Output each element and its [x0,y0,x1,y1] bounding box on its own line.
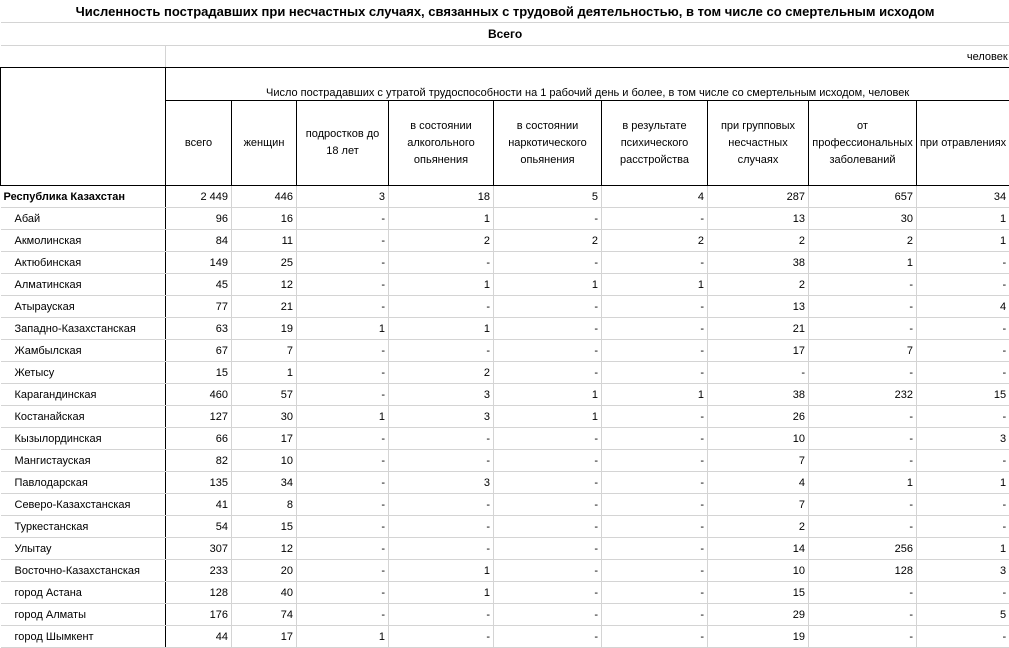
column-header: от профессиональных заболеваний [809,101,917,186]
value-cell: - [494,208,602,230]
table-title: Численность пострадавших при несчастных случаях, связанных с трудовой деятельностью, в том числе со смертельным исходом [1,0,1009,23]
table-row [1,428,1009,450]
value-cell: - [809,428,917,450]
column-header: женщин [232,101,297,186]
region-name: Атырауская [1,296,166,318]
value-cell: 2 [708,274,809,296]
value-cell: 7 [708,494,809,516]
value-cell: - [297,450,389,472]
value-cell: 7 [708,450,809,472]
value-cell: - [389,626,494,648]
value-cell: 10 [708,428,809,450]
region-name: Улытау [1,538,166,560]
value-cell: - [602,494,708,516]
value-cell: - [297,560,389,582]
value-cell: 128 [166,582,232,604]
value-cell: 3 [389,472,494,494]
value-cell: - [494,538,602,560]
value-cell: - [494,450,602,472]
value-cell: - [809,406,917,428]
table-row [1,472,1009,494]
region-name: Кызылординская [1,428,166,450]
value-cell: 15 [232,516,297,538]
value-cell: 1 [389,274,494,296]
value-cell: 66 [166,428,232,450]
value-cell: - [297,494,389,516]
value-cell: - [809,296,917,318]
unit-label: человек [166,46,1009,68]
value-cell: 13 [708,208,809,230]
value-cell: 1 [917,230,1009,252]
table-row [1,230,1009,252]
value-cell: 2 [602,230,708,252]
value-cell: - [809,626,917,648]
value-cell: 41 [166,494,232,516]
value-cell: 176 [166,604,232,626]
value-cell: - [494,472,602,494]
value-cell: - [297,274,389,296]
region-name: Жамбылская [1,340,166,362]
table-row [1,538,1009,560]
value-cell: 149 [166,252,232,274]
value-cell: - [917,494,1009,516]
value-cell: - [389,494,494,516]
value-cell: 2 [389,230,494,252]
value-cell: 4 [917,296,1009,318]
empty-cell [1,46,166,68]
value-cell: 16 [232,208,297,230]
value-cell: 4 [602,186,708,208]
value-cell: - [494,626,602,648]
value-cell: 20 [232,560,297,582]
value-cell: 233 [166,560,232,582]
value-cell: 10 [708,560,809,582]
region-name: город Астана [1,582,166,604]
value-cell: 2 449 [166,186,232,208]
value-cell: - [494,516,602,538]
value-cell: - [494,318,602,340]
value-cell: - [917,318,1009,340]
value-cell: 15 [917,384,1009,406]
value-cell: 67 [166,340,232,362]
value-cell: - [602,626,708,648]
value-cell: 1 [297,318,389,340]
region-name: Восточно-Казахстанская [1,560,166,582]
region-name: город Шымкент [1,626,166,648]
value-cell: 19 [232,318,297,340]
region-name: город Алматы [1,604,166,626]
value-cell: 2 [389,362,494,384]
value-cell: - [809,604,917,626]
region-name: Туркестанская [1,516,166,538]
value-cell: - [494,494,602,516]
value-cell: - [602,362,708,384]
region-name: Алматинская [1,274,166,296]
value-cell: - [602,340,708,362]
value-cell: 21 [232,296,297,318]
value-cell: - [494,340,602,362]
value-cell: - [917,582,1009,604]
total-row [1,186,1009,208]
table-row [1,406,1009,428]
value-cell: - [602,560,708,582]
value-cell: 307 [166,538,232,560]
value-cell: - [389,296,494,318]
region-name: Костанайская [1,406,166,428]
value-cell: 1 [602,274,708,296]
value-cell: - [297,604,389,626]
value-cell: 34 [917,186,1009,208]
value-cell: - [297,582,389,604]
table-row [1,604,1009,626]
value-cell: 1 [917,538,1009,560]
value-cell: 3 [297,186,389,208]
table-row [1,626,1009,648]
value-cell: 84 [166,230,232,252]
value-cell: 96 [166,208,232,230]
column-header: при отравлениях [917,101,1009,186]
value-cell: - [917,252,1009,274]
value-cell: 11 [232,230,297,252]
value-cell: - [602,450,708,472]
value-cell: - [602,428,708,450]
value-cell: 82 [166,450,232,472]
value-cell: - [917,362,1009,384]
region-name: Карагандинская [1,384,166,406]
table-row [1,582,1009,604]
table-row [1,362,1009,384]
value-cell: 12 [232,538,297,560]
value-cell: - [494,582,602,604]
table-row [1,296,1009,318]
value-cell: - [494,560,602,582]
value-cell: - [494,604,602,626]
value-cell: - [602,406,708,428]
value-cell: 26 [708,406,809,428]
value-cell: 63 [166,318,232,340]
value-cell: 1 [389,560,494,582]
value-cell: 657 [809,186,917,208]
value-cell: 5 [494,186,602,208]
value-cell: 7 [809,340,917,362]
table-row [1,274,1009,296]
value-cell: 15 [708,582,809,604]
table-row [1,494,1009,516]
region-name: Мангистауская [1,450,166,472]
value-cell: - [389,516,494,538]
value-cell: - [809,582,917,604]
value-cell: 1 [232,362,297,384]
value-cell: 44 [166,626,232,648]
value-cell: 3 [389,406,494,428]
value-cell: 5 [917,604,1009,626]
value-cell: - [494,428,602,450]
region-name: Актюбинская [1,252,166,274]
group-header: Число пострадавших с утратой трудоспособности на 1 рабочий день и более, в том числе со смертельным исходом, человек [166,68,1009,101]
value-cell: 29 [708,604,809,626]
value-cell: 57 [232,384,297,406]
value-cell: 1 [494,406,602,428]
region-name: Жетысу [1,362,166,384]
value-cell: 54 [166,516,232,538]
value-cell: - [389,604,494,626]
value-cell: 1 [809,472,917,494]
value-cell: - [297,428,389,450]
table-row [1,208,1009,230]
column-header: подростков до 18 лет [297,101,389,186]
value-cell: 13 [708,296,809,318]
value-cell: 7 [232,340,297,362]
value-cell: - [809,274,917,296]
value-cell: 8 [232,494,297,516]
table-row [1,318,1009,340]
value-cell: 34 [232,472,297,494]
value-cell: 19 [708,626,809,648]
value-cell: 17 [708,340,809,362]
value-cell: 127 [166,406,232,428]
table-subtitle: Всего [1,23,1009,46]
table-row [1,252,1009,274]
value-cell: 287 [708,186,809,208]
value-cell: - [809,318,917,340]
value-cell: - [602,516,708,538]
value-cell: 12 [232,274,297,296]
value-cell: 1 [494,384,602,406]
value-cell: - [297,230,389,252]
value-cell: 1 [297,406,389,428]
value-cell: - [494,362,602,384]
value-cell: - [602,208,708,230]
value-cell: - [389,538,494,560]
column-header: при групповых несчастных случаях [708,101,809,186]
value-cell: - [602,318,708,340]
value-cell: 2 [809,230,917,252]
value-cell: 1 [389,582,494,604]
table-row [1,340,1009,362]
value-cell: - [297,516,389,538]
value-cell: 38 [708,252,809,274]
region-header-cell [1,68,166,186]
value-cell: - [389,340,494,362]
value-cell: 1 [809,252,917,274]
value-cell: - [809,450,917,472]
value-cell: 3 [389,384,494,406]
value-cell: 2 [494,230,602,252]
value-cell: 232 [809,384,917,406]
value-cell: - [389,428,494,450]
region-name: Акмолинская [1,230,166,252]
value-cell: 128 [809,560,917,582]
value-cell: 3 [917,560,1009,582]
value-cell: 446 [232,186,297,208]
region-name: Северо-Казахстанская [1,494,166,516]
value-cell: - [917,274,1009,296]
value-cell: 14 [708,538,809,560]
value-cell: 18 [389,186,494,208]
value-cell: 17 [232,626,297,648]
value-cell: - [708,362,809,384]
region-name: Павлодарская [1,472,166,494]
value-cell: - [297,296,389,318]
value-cell: - [494,296,602,318]
value-cell: - [494,252,602,274]
value-cell: 38 [708,384,809,406]
column-header: в результате психического расстройства [602,101,708,186]
value-cell: - [917,406,1009,428]
value-cell: 17 [232,428,297,450]
value-cell: 460 [166,384,232,406]
value-cell: - [809,362,917,384]
value-cell: - [917,450,1009,472]
region-name: Абай [1,208,166,230]
table-row [1,450,1009,472]
value-cell: - [297,384,389,406]
value-cell: - [389,450,494,472]
value-cell: - [602,582,708,604]
value-cell: - [602,472,708,494]
value-cell: - [917,626,1009,648]
value-cell: 45 [166,274,232,296]
value-cell: 30 [809,208,917,230]
value-cell: - [809,494,917,516]
value-cell: 1 [602,384,708,406]
value-cell: 135 [166,472,232,494]
value-cell: - [809,516,917,538]
column-header: в состоянии наркотического опьянения [494,101,602,186]
value-cell: - [297,340,389,362]
value-cell: - [389,252,494,274]
value-cell: 25 [232,252,297,274]
value-cell: 1 [389,208,494,230]
table-row [1,560,1009,582]
value-cell: 1 [917,208,1009,230]
region-name: Западно-Казахстанская [1,318,166,340]
value-cell: 30 [232,406,297,428]
value-cell: 4 [708,472,809,494]
value-cell: 77 [166,296,232,318]
column-header: всего [166,101,232,186]
value-cell: - [297,208,389,230]
table-row [1,516,1009,538]
value-cell: 1 [389,318,494,340]
value-cell: - [297,362,389,384]
value-cell: 2 [708,516,809,538]
value-cell: 15 [166,362,232,384]
value-cell: 74 [232,604,297,626]
value-cell: 10 [232,450,297,472]
value-cell: - [917,340,1009,362]
column-header: в состоянии алкогольного опьянения [389,101,494,186]
value-cell: 1 [917,472,1009,494]
value-cell: 2 [708,230,809,252]
value-cell: - [297,472,389,494]
value-cell: - [602,538,708,560]
value-cell: - [602,296,708,318]
value-cell: 256 [809,538,917,560]
value-cell: 1 [494,274,602,296]
value-cell: - [297,252,389,274]
value-cell: 21 [708,318,809,340]
value-cell: 3 [917,428,1009,450]
table-row [1,384,1009,406]
region-name: Республика Казахстан [1,186,166,208]
value-cell: - [917,516,1009,538]
value-cell: - [602,252,708,274]
value-cell: - [297,538,389,560]
value-cell: 1 [297,626,389,648]
value-cell: 40 [232,582,297,604]
value-cell: - [602,604,708,626]
